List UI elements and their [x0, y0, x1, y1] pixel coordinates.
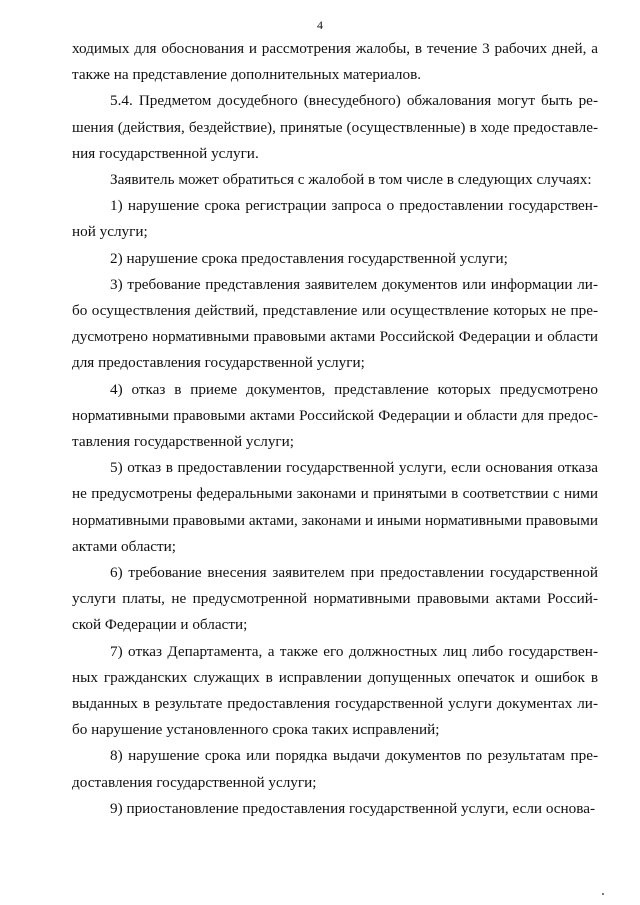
paragraph-cases-intro: Заявитель может обратиться с жалобой в том числе в следующих случаях:	[110, 171, 592, 189]
list-item-7: 7) отказ Департамента, а также его должностных лиц либо государственных гражданских служащих в исправлении допущенных опечаток и ошибок в выданных в результате предоставления государственной услуги документах либо нарушение установленного срока таких исправлений;	[72, 642, 598, 739]
list-item-8: 8) нарушение срока или порядка выдачи документов по результатам предоставления государственной услуги;	[72, 747, 598, 791]
list-item-1: 1) нарушение срока регистрации запроса о предоставлении государственной услуги;	[72, 197, 598, 241]
list-item-9: 9) приостановление предоставления государственной услуги, если основа-	[110, 799, 596, 817]
list-item-6: 6) требование внесения заявителем при предоставлении государственной услуги платы, не предусмотренной нормативными правовыми актами Российской Федерации и области;	[72, 564, 598, 634]
list-item-3: 3) требование представления заявителем документов или информации либо осуществления действий, представление или осуществление которых не предусмотрено нормативными правовыми актами Российской Федерации и области для предоставления государственной услуги;	[72, 275, 598, 372]
paragraph-continuation: ходимых для обоснования и рассмотрения жалобы, в течение 3 рабочих дней, а также на представление дополнительных материалов.	[72, 40, 598, 84]
paragraph-section-5-4: 5.4. Предметом досудебного (внесудебного) обжалования могут быть решения (действия, бездействие), принятые (осуществленные) в ходе предоставления государственной услуги.	[72, 92, 598, 162]
document-body	[72, 36, 598, 822]
list-item-2: 2) нарушение срока предоставления государственной услуги;	[110, 249, 508, 267]
list-item-5: 5) отказ в предоставлении государственной услуги, если основания отказа не предусмотрены федеральными законами и принятыми в соответствии с ними нормативными правовыми актами, законами и иными нормативными правовыми актами области;	[72, 459, 598, 555]
scan-speck	[602, 893, 604, 895]
list-item-4: 4) отказ в приеме документов, представление которых предусмотрено нормативными правовыми актами Российской Федерации и области для предоставления государственной услуги;	[72, 380, 598, 451]
page-number: 4	[317, 18, 323, 32]
